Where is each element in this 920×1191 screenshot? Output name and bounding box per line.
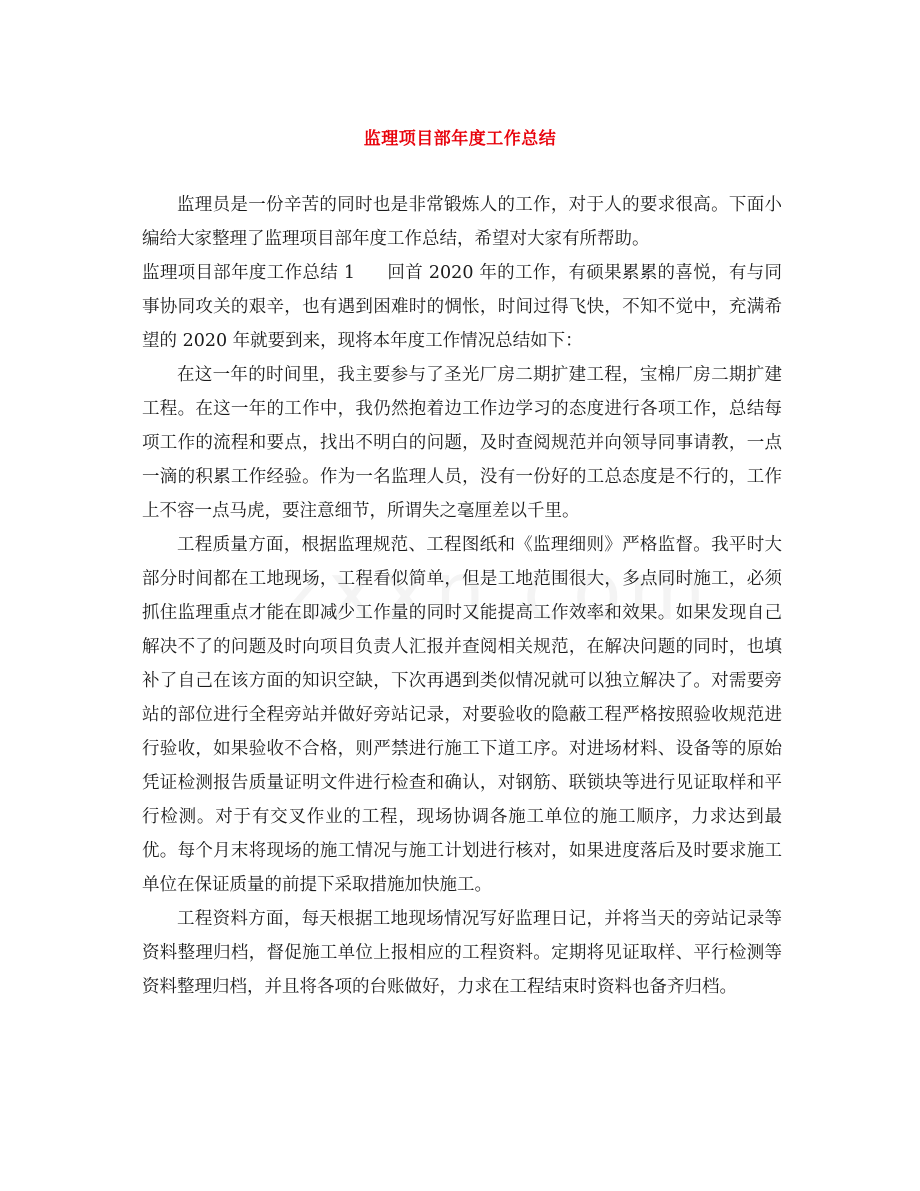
paragraph-experience: 在这一年的时间里，我主要参与了圣光厂房二期扩建工程，宝棉厂房二期扩建工程。在这一年的工作中，我仍然抱着边工作边学习的态度进行各项工作，总结每项工作的流程和要点，找出不明白的问题，及时查阅规范并向领导同事请教，一点一滴的积累工作经验。作为一名监理人员，没有一份好的工总态度是不行的，工作上不容一点马虎，要注意细节，所谓失之毫厘差以千里。 (142, 365, 782, 521)
section-heading: 监理项目部年度工作总结 1 (142, 263, 356, 283)
section-lead: 回首 2020 年的工作，有硕果累累的喜悦，有与同事协同攻关的艰辛，也有遇到困难时的惆怅，时间过得飞快，不知不觉中，充满希望的 2020 年就要到来，现将本年度工作情况总结如下： (142, 263, 782, 351)
intro-paragraph: 监理员是一份辛苦的同时也是非常锻炼人的工作，对于人的要求很高。下面小编给大家整理了监理项目部年度工作总结，希望对大家有所帮助。 (142, 195, 782, 249)
paragraph-quality: 工程质量方面，根据监理规范、工程图纸和《监理细则》严格监督。我平时大部分时间都在工地现场，工程看似简单，但是工地范围很大，多点同时施工，必须抓住监理重点才能在即减少工作量的同时又能提高工作效率和效果。如果发现自己解决不了的问题及时向项目负责人汇报并查阅相关规范，在解决问题的同时，也填补了自己在该方面的知识空缺，下次再遇到类似情况就可以独立解决了。对需要旁站的部位进行全程旁站并做好旁站记录，对要验收的隐蔽工程严格按照验收规范进行验收，如果验收不合格，则严禁进行施工下道工序。对进场材料、设备等的原始凭证检测报告质量证明文件进行检查和确认，对钢筋、联锁块等进行见证取样和平行检测。对于有交叉作业的工程，现场协调各施工单位的施工顺序，力求达到最优。每个月末将现场的施工情况与施工计划进行核对，如果进度落后及时要求施工单位在保证质量的前提下采取措施加快施工。 (142, 535, 782, 895)
section-lead-paragraph (142, 256, 782, 358)
document-title: 监理项目部年度工作总结 (363, 129, 557, 149)
document-body (142, 188, 782, 1004)
paragraph-records: 工程资料方面，每天根据工地现场情况写好监理日记，并将当天的旁站记录等资料整理归档，督促施工单位上报相应的工程资料。定期将见证取样、平行检测等资料整理归档，并且将各项的台账做好，力求在工程结束时资料也备齐归档。 (142, 909, 782, 997)
